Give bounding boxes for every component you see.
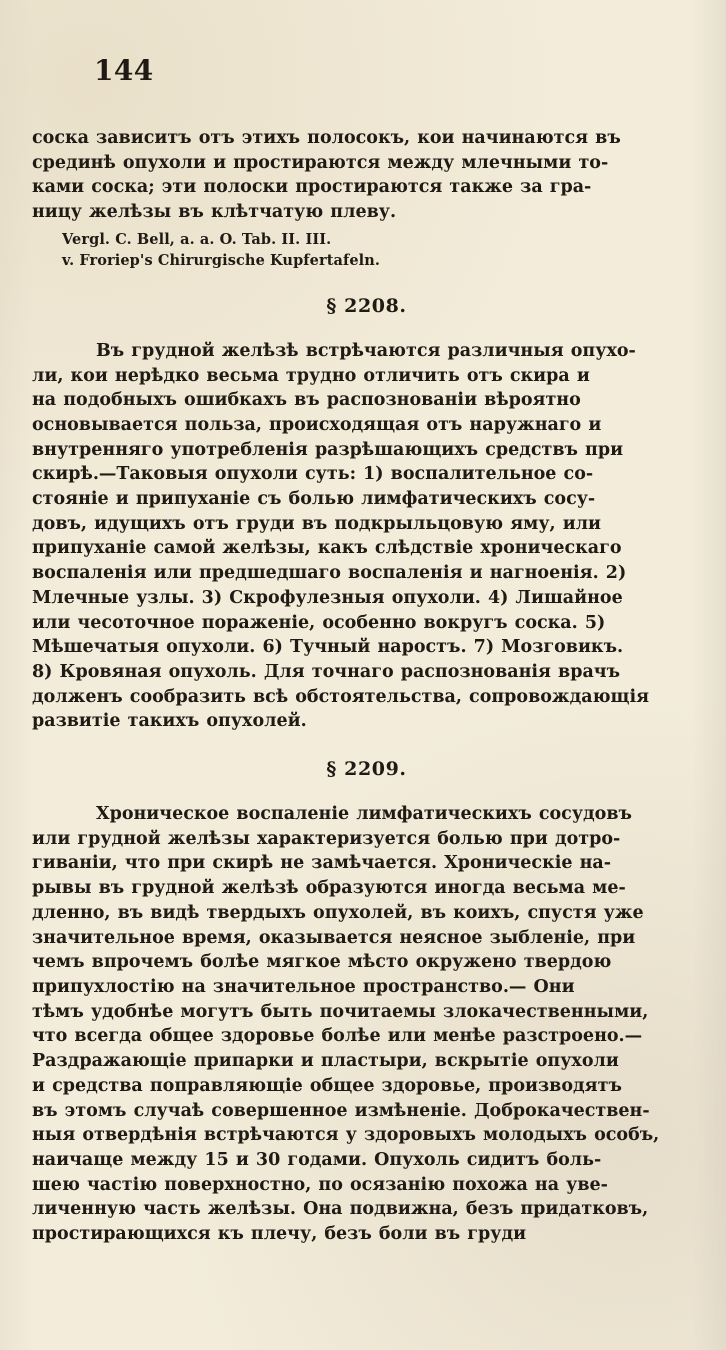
section-heading-2208: § 2208. xyxy=(326,294,407,317)
page-number: 144 xyxy=(94,54,154,87)
section-2208-text: Въ грудной желѣзѣ встрѣчаются различныя опухо- ли, кои нерѣдко весьма трудно отличить отъ скира и на подобныхъ ошибкахъ въ распознованіи вѣроятно основывается польза, происходящая отъ наружнаго и внутренняго употребленія разрѣшающихъ средствъ при скирѣ.—Таковыя опухоли суть: 1) воспалительное со- стояніе и припуханіе съ болью лимфатическихъ сосу- довъ, идущихъ отъ груди въ подкрыльцовую яму, или припуханіе самой желѣзы, какъ слѣдствіе хроническаго воспаленія или предшедшаго воспаленія и нагноенія. 2) Млечные узлы. 3) Скрофулезныя опухоли. 4) Лишайное или чесоточное пораженіе, особенно вокругъ соска. 5) Мѣшечатыя опухоли. 6) Тучный наростъ. 7) Мозговикъ. 8) Кровяная опухоль. Для точнаго распознованія врачъ долженъ сообразить всѣ обстоятельства, сопровождающія развитіе такихъ опухолей. xyxy=(32,340,650,732)
section-heading-2209: § 2209. xyxy=(326,758,407,781)
page-content xyxy=(32,126,701,1247)
references: Vergl. C. Bell, a. a. O. Tab. II. III. v. Froriep's Chirurgische Kupfertafeln. xyxy=(62,230,381,269)
opening-paragraph: соска зависитъ отъ этихъ полосокъ, кои начинаются въ срединѣ опухоли и простираются между млечными то- ками соска; эти полоски простираются также за гра- ницу желѣзы въ клѣтчатую плеву. xyxy=(32,128,621,223)
section-2209-text: Хроническое воспаленіе лимфатическихъ сосудовъ или грудной желѣзы характеризуется болью при дотро- гиваніи, что при скирѣ не замѣчается. Хроническіе на- рывы въ грудной желѣзѣ образуются иногда весьма ме- дленно, въ видѣ твердыхъ опухолей, въ коихъ, спустя уже значительное время, оказывается неясное зыбленіе, при чемъ впрочемъ болѣе мягкое мѣсто окружено твердою припухлостію на значительное пространство.— Они тѣмъ удобнѣе могутъ быть почитаемы злокачественными, что всегда общее здоровье болѣе или менѣе разстроено.— Раздражающіе припарки и пластыри, вскрытіе опухоли и средства поправляющіе общее здоровье, производятъ въ этомъ случаѣ совершенное измѣненіе. Доброкачествен- ныя отвердѣнія встрѣчаются у здоровыхъ молодыхъ особъ, наичаще между 15 и 30 годами. Опухоль сидитъ боль- шею частію поверхностно, по осязанію похожа на уве- личенную часть желѣзы. Она подвижна, безъ придатковъ, простирающихся къ плечу, безъ боли въ груди xyxy=(32,804,660,1245)
